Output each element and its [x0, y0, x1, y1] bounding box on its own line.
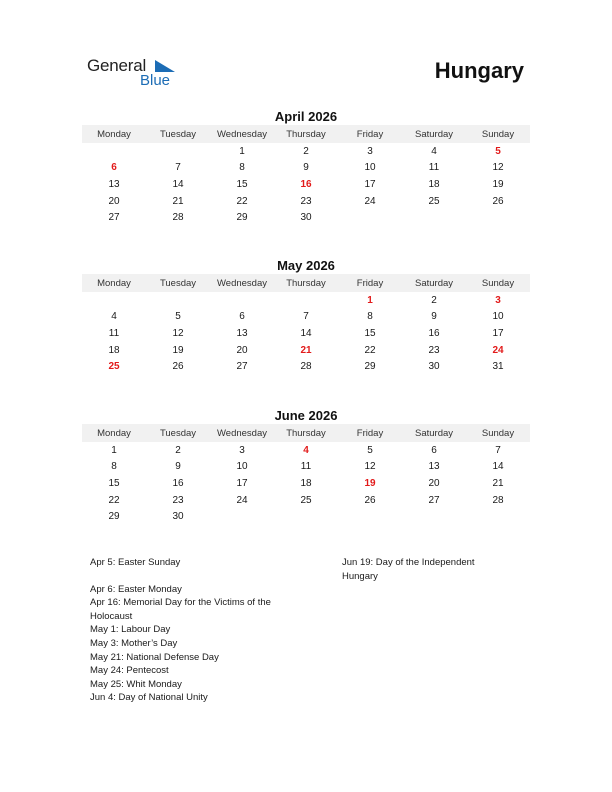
logo-word-blue: Blue	[140, 72, 171, 89]
date-cell: 12	[364, 461, 376, 473]
date-cell: 27	[428, 494, 440, 506]
date-cell: 14	[172, 178, 184, 190]
date-cell: 10	[492, 311, 504, 323]
date-cell: 9	[175, 461, 181, 473]
week-row	[82, 358, 530, 375]
date-cell: 10	[364, 162, 376, 174]
month-calendar	[82, 108, 530, 226]
date-cell: 22	[364, 344, 376, 356]
date-cell: 29	[236, 212, 248, 224]
date-cell: 22	[108, 494, 120, 506]
week-row	[82, 309, 530, 326]
date-cell: 11	[108, 327, 120, 339]
weekday-header: Monday	[97, 277, 131, 289]
holiday-list-item: Jun 19: Day of the Independent Hungary	[342, 557, 475, 582]
logo-word-general: General	[87, 56, 147, 75]
weekday-header: Wednesday	[217, 128, 267, 140]
date-cell: 9	[431, 311, 437, 323]
holiday-list-column-2	[342, 556, 512, 583]
weekday-header: Saturday	[414, 427, 454, 439]
holiday-list-item: May 3: Mother’s Day	[90, 637, 178, 649]
date-cell: 6	[239, 311, 245, 323]
weekday-header: Saturday	[414, 277, 454, 289]
week-row	[82, 292, 530, 309]
weekday-header: Monday	[97, 427, 131, 439]
date-cell: 3	[367, 145, 373, 157]
holiday-list-item: May 24: Pentecost	[90, 665, 169, 677]
week-row	[82, 160, 530, 177]
weekday-header: Monday	[97, 128, 131, 140]
holiday-date-cell: 19	[364, 477, 376, 489]
date-cell: 30	[172, 511, 184, 523]
date-cell: 18	[428, 178, 440, 190]
date-cell: 7	[175, 162, 181, 174]
date-cell: 20	[428, 477, 440, 489]
weekday-header: Friday	[356, 277, 384, 289]
date-cell: 16	[428, 327, 440, 339]
month-title: June 2026	[274, 408, 338, 423]
weekday-header: Tuesday	[159, 128, 197, 140]
holiday-date-cell: 24	[492, 344, 504, 356]
holiday-date-cell: 5	[495, 145, 501, 157]
week-row	[82, 209, 530, 226]
week-row	[82, 176, 530, 193]
date-cell: 17	[364, 178, 376, 190]
month-title: April 2026	[274, 109, 338, 124]
date-cell: 8	[239, 162, 245, 174]
date-cell: 30	[300, 212, 312, 224]
date-cell: 3	[239, 444, 245, 456]
date-cell: 23	[172, 494, 184, 506]
date-cell: 16	[172, 477, 184, 489]
holiday-date-cell: 1	[367, 294, 373, 306]
date-cell: 26	[172, 361, 184, 373]
date-cell: 2	[175, 444, 181, 456]
date-cell: 29	[364, 361, 376, 373]
date-cell: 5	[367, 444, 373, 456]
week-row	[82, 508, 530, 525]
date-cell: 20	[108, 195, 120, 207]
date-cell: 26	[492, 195, 504, 207]
holiday-date-cell: 21	[300, 344, 312, 356]
holiday-date-cell: 4	[303, 444, 309, 456]
date-cell: 21	[172, 195, 184, 207]
weekday-header: Tuesday	[159, 427, 197, 439]
date-cell: 21	[492, 477, 504, 489]
date-cell: 24	[236, 494, 248, 506]
date-cell: 29	[108, 511, 120, 523]
weekday-header: Wednesday	[217, 277, 267, 289]
date-cell: 2	[303, 145, 309, 157]
date-cell: 25	[428, 195, 440, 207]
date-cell: 13	[236, 327, 248, 339]
weekday-header-row	[82, 274, 530, 292]
date-cell: 28	[492, 494, 504, 506]
date-cell: 1	[111, 444, 117, 456]
weekday-header: Sunday	[481, 427, 515, 439]
date-cell: 15	[236, 178, 248, 190]
date-cell: 6	[431, 444, 437, 456]
holiday-list-item: Apr 16: Memorial Day for the Victims of the Holocaust	[90, 597, 271, 622]
date-cell: 28	[172, 212, 184, 224]
date-cell: 14	[492, 461, 504, 473]
date-cell: 7	[303, 311, 309, 323]
holiday-list-item: May 1: Labour Day	[90, 624, 171, 636]
date-cell: 23	[300, 195, 312, 207]
weekday-header-row	[82, 424, 530, 442]
date-cell: 9	[303, 162, 309, 174]
week-row	[82, 442, 530, 459]
weekday-header: Thursday	[286, 427, 326, 439]
week-row	[82, 459, 530, 476]
week-row	[82, 342, 530, 359]
week-row	[82, 492, 530, 509]
date-cell: 2	[431, 294, 437, 306]
country-title: Hungary	[434, 58, 524, 83]
date-cell: 5	[175, 311, 181, 323]
holiday-date-cell: 6	[111, 162, 117, 174]
weekday-header: Sunday	[481, 277, 515, 289]
date-cell: 11	[428, 162, 440, 174]
date-cell: 17	[236, 477, 248, 489]
date-cell: 28	[300, 361, 312, 373]
week-row	[82, 475, 530, 492]
weekday-header-row	[82, 125, 530, 143]
weekday-header: Friday	[356, 128, 384, 140]
date-cell: 18	[300, 477, 312, 489]
date-cell: 8	[111, 461, 117, 473]
date-cell: 31	[492, 361, 504, 373]
date-cell: 19	[492, 178, 504, 190]
date-cell: 12	[172, 327, 184, 339]
date-cell: 23	[428, 344, 440, 356]
date-cell: 30	[428, 361, 440, 373]
holiday-list-item: Jun 4: Day of National Unity	[90, 692, 208, 704]
holiday-date-cell: 16	[300, 178, 312, 190]
date-cell: 24	[364, 195, 376, 207]
weekday-header: Tuesday	[159, 277, 197, 289]
holiday-date-cell: 25	[108, 361, 120, 373]
week-row	[82, 143, 530, 160]
holiday-date-cell: 3	[495, 294, 501, 306]
date-cell: 27	[108, 212, 120, 224]
weekday-header: Thursday	[286, 277, 326, 289]
weekday-header: Wednesday	[217, 427, 267, 439]
date-cell: 22	[236, 195, 248, 207]
holiday-list-column-1	[90, 556, 310, 705]
date-cell: 13	[108, 178, 120, 190]
weekday-header: Sunday	[481, 128, 515, 140]
date-cell: 26	[364, 494, 376, 506]
date-cell: 27	[236, 361, 248, 373]
date-cell: 10	[236, 461, 248, 473]
generalblue-logo	[87, 56, 187, 92]
date-cell: 4	[111, 311, 117, 323]
date-cell: 17	[492, 327, 504, 339]
date-cell: 15	[364, 327, 376, 339]
holiday-list-item: Apr 6: Easter Monday	[90, 583, 182, 595]
weekday-header: Friday	[356, 427, 384, 439]
date-cell: 1	[239, 145, 245, 157]
date-cell: 15	[108, 477, 120, 489]
date-cell: 25	[300, 494, 312, 506]
date-cell: 4	[431, 145, 437, 157]
date-cell: 14	[300, 327, 312, 339]
holiday-list-item: Apr 5: Easter Sunday	[90, 557, 181, 568]
date-cell: 20	[236, 344, 248, 356]
weekday-header: Saturday	[414, 128, 454, 140]
holiday-list-item: May 25: Whit Monday	[90, 678, 182, 690]
month-title: May 2026	[277, 258, 335, 273]
date-cell: 13	[428, 461, 440, 473]
date-cell: 7	[495, 444, 501, 456]
date-cell: 18	[108, 344, 120, 356]
date-cell: 11	[300, 461, 312, 473]
month-calendar	[82, 407, 530, 525]
weekday-header: Thursday	[286, 128, 326, 140]
holiday-list-item: May 21: National Defense Day	[90, 651, 219, 663]
logo-triangle-icon	[155, 60, 175, 72]
date-cell: 8	[367, 311, 373, 323]
date-cell: 19	[172, 344, 184, 356]
date-cell: 12	[492, 162, 504, 174]
month-calendar	[82, 257, 530, 375]
week-row	[82, 325, 530, 342]
week-row	[82, 193, 530, 210]
